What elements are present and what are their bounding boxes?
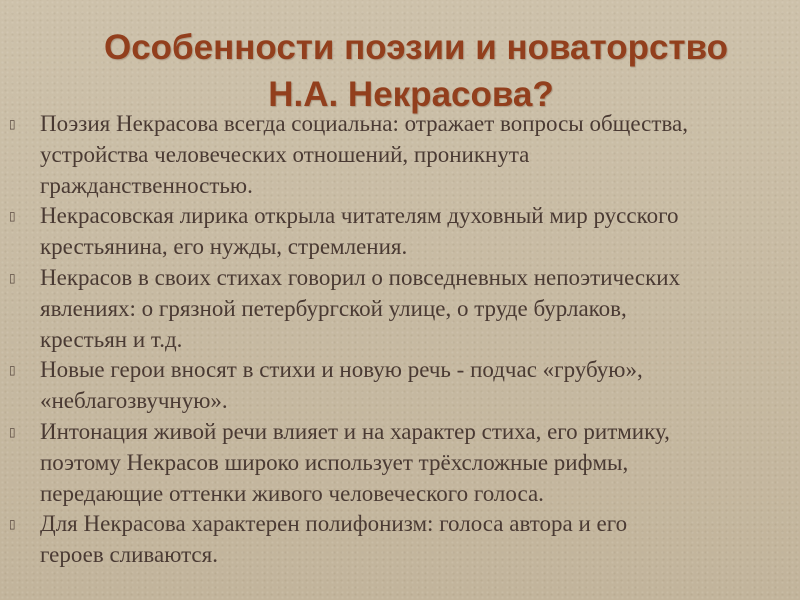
bullet-text: Для Некрасова характерен полифонизм: голоса автора и его героев сливаются. — [40, 511, 628, 568]
bullet-item-5 — [0, 417, 800, 509]
title-line-2: Н.А. Некрасова? — [268, 75, 554, 114]
bullet-item-1 — [0, 109, 800, 201]
bullet-icon: ▯ — [9, 209, 16, 224]
slide-title — [0, 24, 800, 118]
bullet-icon: ▯ — [9, 117, 16, 131]
bullet-text: Интонация живой речи влияет и на характер стиха, его ритмику, поэтому Некрасов широко использует трёхсложные рифмы, передающие оттенки живого человеческого голоса. — [40, 418, 670, 506]
bullet-item-2 — [0, 201, 800, 263]
bullet-item-6 — [0, 509, 800, 571]
bullet-text: Новые герои вносят в стихи и новую речь - подчас «грубую», «неблагозвучную». — [40, 357, 643, 414]
bullet-text: Поэзия Некрасова всегда социальна: отражает вопросы общества, устройства человеческих отношений, проникнута гражданственностью. — [40, 111, 688, 198]
bullet-icon: ▯ — [9, 424, 16, 439]
bullet-icon: ▯ — [9, 363, 16, 378]
bullet-text: Некрасов в своих стихах говорил о повседневных непоэтических явлениях: о грязной петербургской улице, о труде бурлаков, крестьян и т.д. — [40, 264, 681, 352]
bullet-item-3 — [0, 263, 800, 355]
title-line-1: Особенности поэзии и новаторство — [103, 28, 729, 67]
bullet-icon: ▯ — [9, 517, 16, 532]
bullet-item-4 — [0, 355, 800, 417]
bullet-list — [0, 109, 800, 571]
bullet-icon: ▯ — [9, 270, 16, 285]
bullet-text: Некрасовская лирика открыла читателям духовный мир русского крестьянина, его нужды, стремления. — [40, 203, 679, 260]
